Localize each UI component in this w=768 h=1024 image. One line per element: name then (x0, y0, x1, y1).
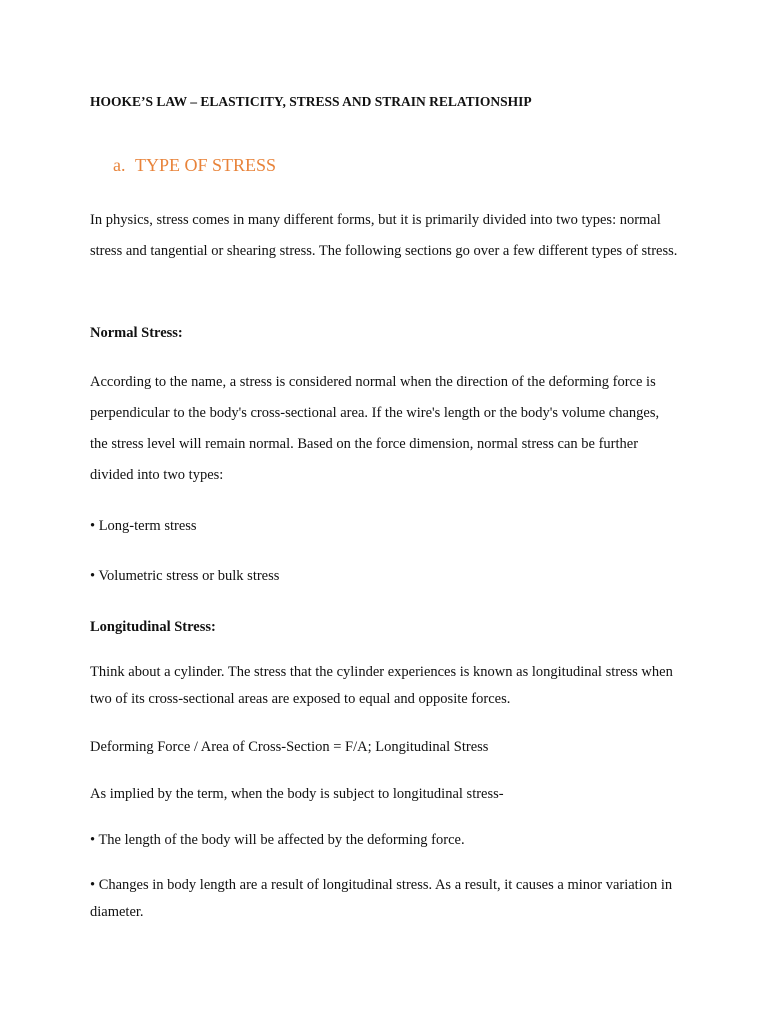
bullet-item: • The length of the body will be affected by the deforming force. (90, 832, 465, 848)
section-marker: a. (113, 155, 126, 175)
normal-stress-paragraph: According to the name, a stress is considered normal when the direction of the deforming force is perpendicular to the body's cross-sectional area. If the wire's length or the body's volume changes, the stress level will remain normal. Based on the force dimension, normal stress can be further divided into two types: (90, 374, 660, 483)
lead-in-text: As implied by the term, when the body is subject to longitudinal stress- (90, 786, 504, 802)
longitudinal-stress-heading: Longitudinal Stress: (90, 619, 216, 635)
formula-line: Deforming Force / Area of Cross-Section = F/A; Longitudinal Stress (90, 739, 489, 755)
section-heading (113, 153, 276, 177)
longitudinal-stress-paragraph: Think about a cylinder. The stress that the cylinder experiences is known as longitudinal stress when two of its cross-sectional areas are exposed to equal and opposite forces. (90, 664, 673, 707)
bullet-item: • Long-term stress (90, 518, 197, 534)
bullet-item: • Changes in body length are a result of longitudinal stress. As a result, it causes a minor variation in diameter. (90, 877, 673, 920)
section-heading-text: TYPE OF STRESS (135, 155, 277, 175)
normal-stress-heading: Normal Stress: (90, 325, 183, 341)
document-title: HOOKE’S LAW – ELASTICITY, STRESS AND STRAIN RELATIONSHIP (90, 94, 532, 109)
intro-paragraph: In physics, stress comes in many different forms, but it is primarily divided into two types: normal stress and tangential or shearing stress. The following sections go over a few different types of stress. (90, 212, 678, 259)
bullet-item: • Volumetric stress or bulk stress (90, 568, 280, 584)
